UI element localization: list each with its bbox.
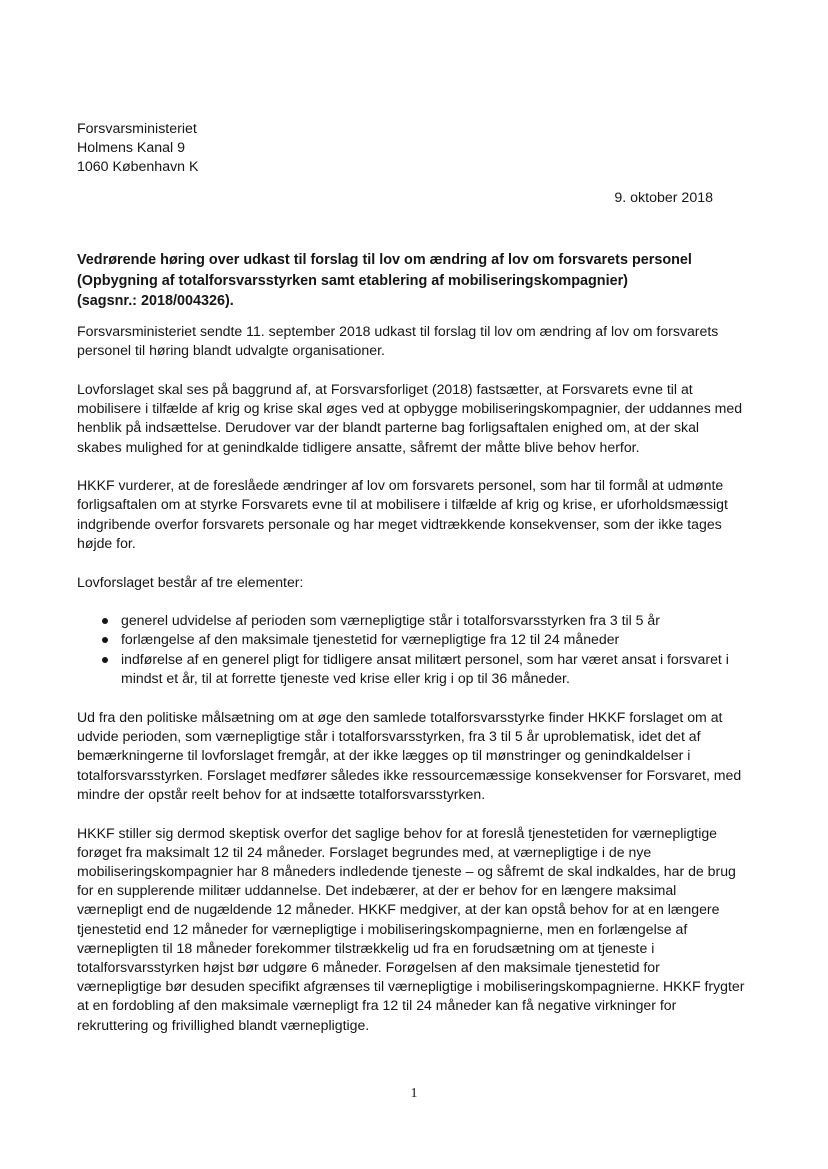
heading-line-3: (sagsnr.: 2018/004326). [77,293,234,309]
recipient-name: Forsvarsministeriet [77,121,197,137]
paragraph-service-time: HKKF stiller sig dermod skeptisk overfor det saglige behov for at foreslå tjenestetiden for værnepligtige forøget fra maksimalt 12 til 24 måneder. Forslaget begrundes med, at værnepligtige i de nye mobiliseringskompagnier har 8 måneders indledende tjeneste – og såfremt de skal indkaldes, har de brug for en supplerende militær uddannelse. Det indebærer, at der er behov for en længere maksimal værnepligt end de nugældende 12 måneder. HKKF medgiver, at der kan opstå behov for at en længere tjenestetid end 12 måneder for værnepligtige i mobiliseringskompagnierne, men en forlængelse af værnepligten til 18 måneder forekommer tilstrækkelig ud fra en forudsætning om at tjeneste i totalforsvarsstyrken højst bør udgøre 6 måneder. Forøgelsen af den maksimale tjenestetid for værnepligtige bør desuden specifikt afgrænses til værnepligtige i mobiliseringskompagnierne. HKKF frygter at en fordobling af den maksimale værnepligt fra 12 til 24 måneder kan få negative virkninger for rekruttering og frivillighed blandt værnepligtige. [77,824,745,1033]
list-item-text: forlængelse af den maksimale tjenestetid for værnepligtige fra 12 til 24 måneder [121,631,620,648]
heading-line-1: Vedrørende høring over udkast til forslag til lov om ændring af lov om forsvarets personel [77,252,692,268]
page-number: 1 [410,1086,418,1101]
letter-body [77,322,745,1054]
paragraph-elements-intro: Lovforslaget består af tre elementer: [77,573,304,590]
paragraph-background: Lovforslaget skal ses på baggrund af, at Forsvarsforliget (2018) fastsætter, at Forsvarets evne til at mobilisere i tilfælde af krig og krise skal øges ved at opbygge mobiliseringskompagnier, der uddannes med henblik på indsættelse. Derudover var der blandt parterne bag forligsaftalen enighed om, at der skal skabes mulighed for at genindkalde tidligere ansatte, såfremt der måtte blive behov herfor. [77,380,743,455]
list-item [77,630,745,649]
recipient-city: 1060 København K [77,159,199,175]
list-item [77,611,745,630]
recipient-address [77,120,198,177]
recipient-street: Holmens Kanal 9 [77,140,186,156]
elements-list [77,611,745,688]
paragraph-intro: Forsvarsministeriet sendte 11. september 2018 udkast til forslag til lov om ændring af lov om forsvarets personel til høring blandt udvalgte organisationer. [77,323,719,359]
list-item [77,650,745,688]
paragraph-assessment: HKKF vurderer, at de foreslåede ændringer af lov om forsvarets personel, som har til formål at udmønte forligsaftalen om at styrke Forsvarets evne til at mobilisere i tilfælde af krig og krise, er uforholdsmæssigt indgribende overfor forsvarets personale og har meget vidtrækkende konsekvenser, som der ikke tages højde for. [77,477,728,551]
list-item-text: indførelse af en generel pligt for tidligere ansat militært personel, som har været ansat i forsvaret i mindst et år, til at forrette tjeneste ved krise eller krig i op til 36 måneder. [121,650,729,686]
bullet-icon [102,637,108,643]
list-item-text: generel udvidelse af perioden som værnepligtige står i totalforsvarsstyrken fra 3 til 5 år [121,612,660,629]
bullet-icon [102,618,108,624]
letter-date: 9. oktober 2018 [614,190,713,206]
paragraph-period-extension: Ud fra den politiske målsætning om at øge den samlede totalforsvarsstyrke finder HKKF forslaget om at udvide perioden, som værnepligtige står i totalforsvarsstyrken, fra 3 til 5 år uproblematisk, idet det af bemærkningerne til lovforslaget fremgår, at der ikke lægges op til mønstringer og genindkaldelser i totalforsvarsstyrken. Forslaget medfører således ikke ressourcemæssige konsekvenser for Forsvaret, med mindre der opstår reelt behov for at indsætte totalforsvarsstyrken. [77,709,742,802]
letter-heading [77,250,737,312]
heading-line-2: (Opbygning af totalforsvarsstyrken samt etablering af mobiliseringskompagnier) [77,272,628,289]
bullet-icon [102,657,108,663]
